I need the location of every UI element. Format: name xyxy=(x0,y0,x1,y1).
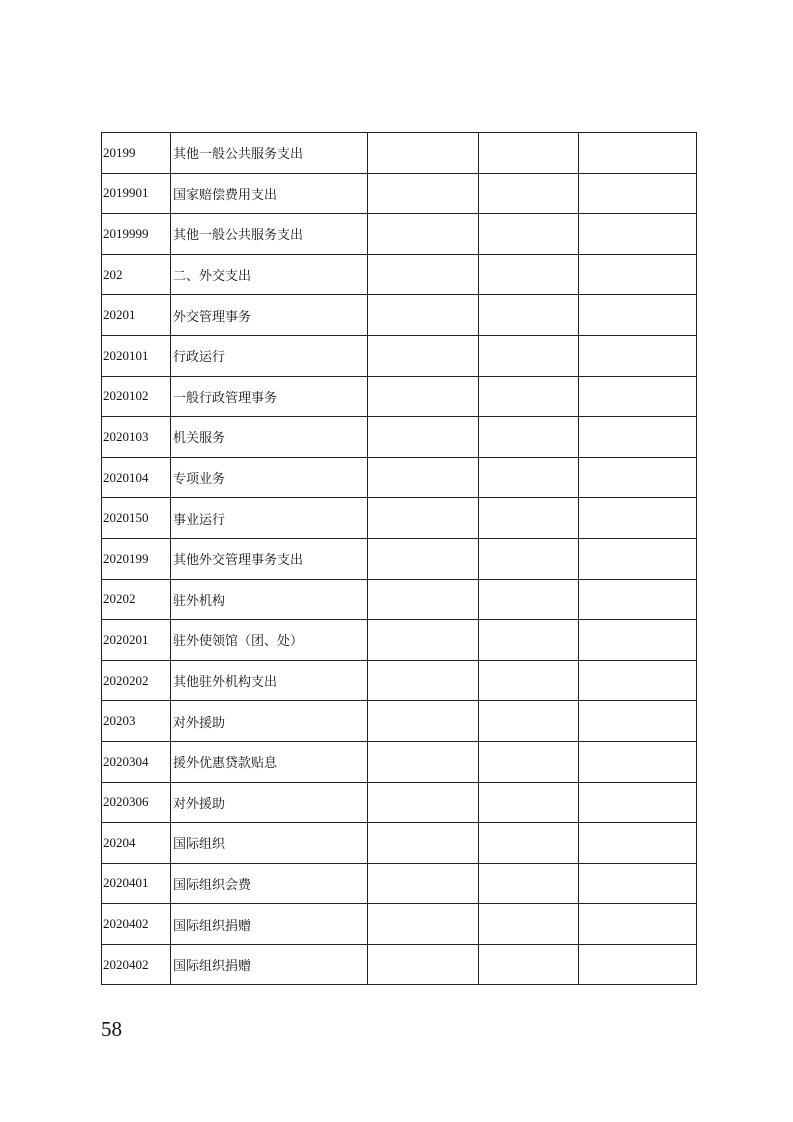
empty-value-cell xyxy=(479,133,579,174)
table-row xyxy=(102,335,697,376)
table-row xyxy=(102,417,697,458)
table-row xyxy=(102,823,697,864)
subject-name-cell: 驻外使领馆（团、处） xyxy=(171,620,368,661)
subject-code-cell: 2020402 xyxy=(102,904,171,945)
empty-value-cell xyxy=(479,457,579,498)
empty-value-cell xyxy=(479,782,579,823)
table-row xyxy=(102,376,697,417)
subject-code-cell: 20199 xyxy=(102,133,171,174)
subject-name-cell: 驻外机构 xyxy=(171,579,368,620)
subject-code-cell: 2019901 xyxy=(102,173,171,214)
empty-value-cell xyxy=(479,498,579,539)
empty-value-cell xyxy=(368,295,479,336)
subject-code-cell: 2020306 xyxy=(102,782,171,823)
subject-code-cell: 2020150 xyxy=(102,498,171,539)
empty-value-cell xyxy=(368,173,479,214)
empty-value-cell xyxy=(479,173,579,214)
empty-value-cell xyxy=(579,944,697,985)
empty-value-cell xyxy=(579,538,697,579)
empty-value-cell xyxy=(479,660,579,701)
empty-value-cell xyxy=(579,133,697,174)
empty-value-cell xyxy=(579,823,697,864)
empty-value-cell xyxy=(368,944,479,985)
empty-value-cell xyxy=(368,579,479,620)
empty-value-cell xyxy=(368,417,479,458)
empty-value-cell xyxy=(579,335,697,376)
table-row xyxy=(102,214,697,255)
subject-name-cell: 其他一般公共服务支出 xyxy=(171,133,368,174)
subject-name-cell: 事业运行 xyxy=(171,498,368,539)
subject-code-cell: 20204 xyxy=(102,823,171,864)
empty-value-cell xyxy=(479,823,579,864)
empty-value-cell xyxy=(479,254,579,295)
subject-name-cell: 对外援助 xyxy=(171,701,368,742)
empty-value-cell xyxy=(368,457,479,498)
empty-value-cell xyxy=(368,823,479,864)
table-row xyxy=(102,904,697,945)
subject-code-cell: 2020202 xyxy=(102,660,171,701)
empty-value-cell xyxy=(479,579,579,620)
empty-value-cell xyxy=(579,904,697,945)
subject-code-cell: 2020401 xyxy=(102,863,171,904)
empty-value-cell xyxy=(579,620,697,661)
empty-value-cell xyxy=(368,660,479,701)
subject-name-cell: 其他一般公共服务支出 xyxy=(171,214,368,255)
subject-name-cell: 其他驻外机构支出 xyxy=(171,660,368,701)
empty-value-cell xyxy=(579,579,697,620)
empty-value-cell xyxy=(368,782,479,823)
empty-value-cell xyxy=(579,457,697,498)
subject-name-cell: 国际组织捐赠 xyxy=(171,944,368,985)
subject-code-cell: 2020101 xyxy=(102,335,171,376)
empty-value-cell xyxy=(479,335,579,376)
table-row xyxy=(102,295,697,336)
subject-name-cell: 国际组织 xyxy=(171,823,368,864)
empty-value-cell xyxy=(579,782,697,823)
subject-code-cell: 2020402 xyxy=(102,944,171,985)
subject-code-cell: 2020201 xyxy=(102,620,171,661)
table-row xyxy=(102,660,697,701)
empty-value-cell xyxy=(368,335,479,376)
subject-code-cell: 20201 xyxy=(102,295,171,336)
table-row xyxy=(102,944,697,985)
subject-code-cell: 2019999 xyxy=(102,214,171,255)
empty-value-cell xyxy=(368,254,479,295)
empty-value-cell xyxy=(368,133,479,174)
subject-code-cell: 20203 xyxy=(102,701,171,742)
empty-value-cell xyxy=(479,538,579,579)
subject-name-cell: 外交管理事务 xyxy=(171,295,368,336)
empty-value-cell xyxy=(368,538,479,579)
table-row xyxy=(102,701,697,742)
empty-value-cell xyxy=(479,295,579,336)
empty-value-cell xyxy=(479,701,579,742)
subject-name-cell: 机关服务 xyxy=(171,417,368,458)
budget-table xyxy=(101,132,697,985)
table-row xyxy=(102,741,697,782)
empty-value-cell xyxy=(368,498,479,539)
empty-value-cell xyxy=(479,376,579,417)
subject-code-cell: 2020102 xyxy=(102,376,171,417)
empty-value-cell xyxy=(579,295,697,336)
table-row xyxy=(102,173,697,214)
subject-code-cell: 2020104 xyxy=(102,457,171,498)
subject-code-cell: 2020304 xyxy=(102,741,171,782)
subject-name-cell: 国家赔偿费用支出 xyxy=(171,173,368,214)
empty-value-cell xyxy=(368,620,479,661)
subject-code-cell: 2020199 xyxy=(102,538,171,579)
subject-name-cell: 二、外交支出 xyxy=(171,254,368,295)
subject-code-cell: 2020103 xyxy=(102,417,171,458)
subject-code-cell: 20202 xyxy=(102,579,171,620)
subject-name-cell: 专项业务 xyxy=(171,457,368,498)
empty-value-cell xyxy=(579,660,697,701)
empty-value-cell xyxy=(579,214,697,255)
table-row xyxy=(102,620,697,661)
empty-value-cell xyxy=(479,904,579,945)
empty-value-cell xyxy=(368,701,479,742)
empty-value-cell xyxy=(368,741,479,782)
table-row xyxy=(102,498,697,539)
empty-value-cell xyxy=(579,863,697,904)
empty-value-cell xyxy=(579,498,697,539)
subject-name-cell: 行政运行 xyxy=(171,335,368,376)
empty-value-cell xyxy=(479,620,579,661)
subject-name-cell: 国际组织会费 xyxy=(171,863,368,904)
page-number: 58 xyxy=(101,1017,122,1041)
empty-value-cell xyxy=(368,904,479,945)
empty-value-cell xyxy=(368,214,479,255)
table-row xyxy=(102,782,697,823)
table-row xyxy=(102,579,697,620)
empty-value-cell xyxy=(579,376,697,417)
empty-value-cell xyxy=(479,863,579,904)
subject-name-cell: 国际组织捐赠 xyxy=(171,904,368,945)
table-row xyxy=(102,457,697,498)
table-row xyxy=(102,254,697,295)
subject-name-cell: 其他外交管理事务支出 xyxy=(171,538,368,579)
subject-name-cell: 对外援助 xyxy=(171,782,368,823)
empty-value-cell xyxy=(479,214,579,255)
empty-value-cell xyxy=(579,701,697,742)
empty-value-cell xyxy=(579,173,697,214)
subject-code-cell: 202 xyxy=(102,254,171,295)
empty-value-cell xyxy=(479,741,579,782)
table-row xyxy=(102,538,697,579)
subject-name-cell: 援外优惠贷款贴息 xyxy=(171,741,368,782)
table-row xyxy=(102,133,697,174)
subject-name-cell: 一般行政管理事务 xyxy=(171,376,368,417)
budget-table-body xyxy=(102,133,697,985)
empty-value-cell xyxy=(579,741,697,782)
empty-value-cell xyxy=(368,863,479,904)
empty-value-cell xyxy=(479,944,579,985)
empty-value-cell xyxy=(579,417,697,458)
table-row xyxy=(102,863,697,904)
empty-value-cell xyxy=(579,254,697,295)
budget-table-container xyxy=(101,132,696,985)
empty-value-cell xyxy=(479,417,579,458)
empty-value-cell xyxy=(368,376,479,417)
